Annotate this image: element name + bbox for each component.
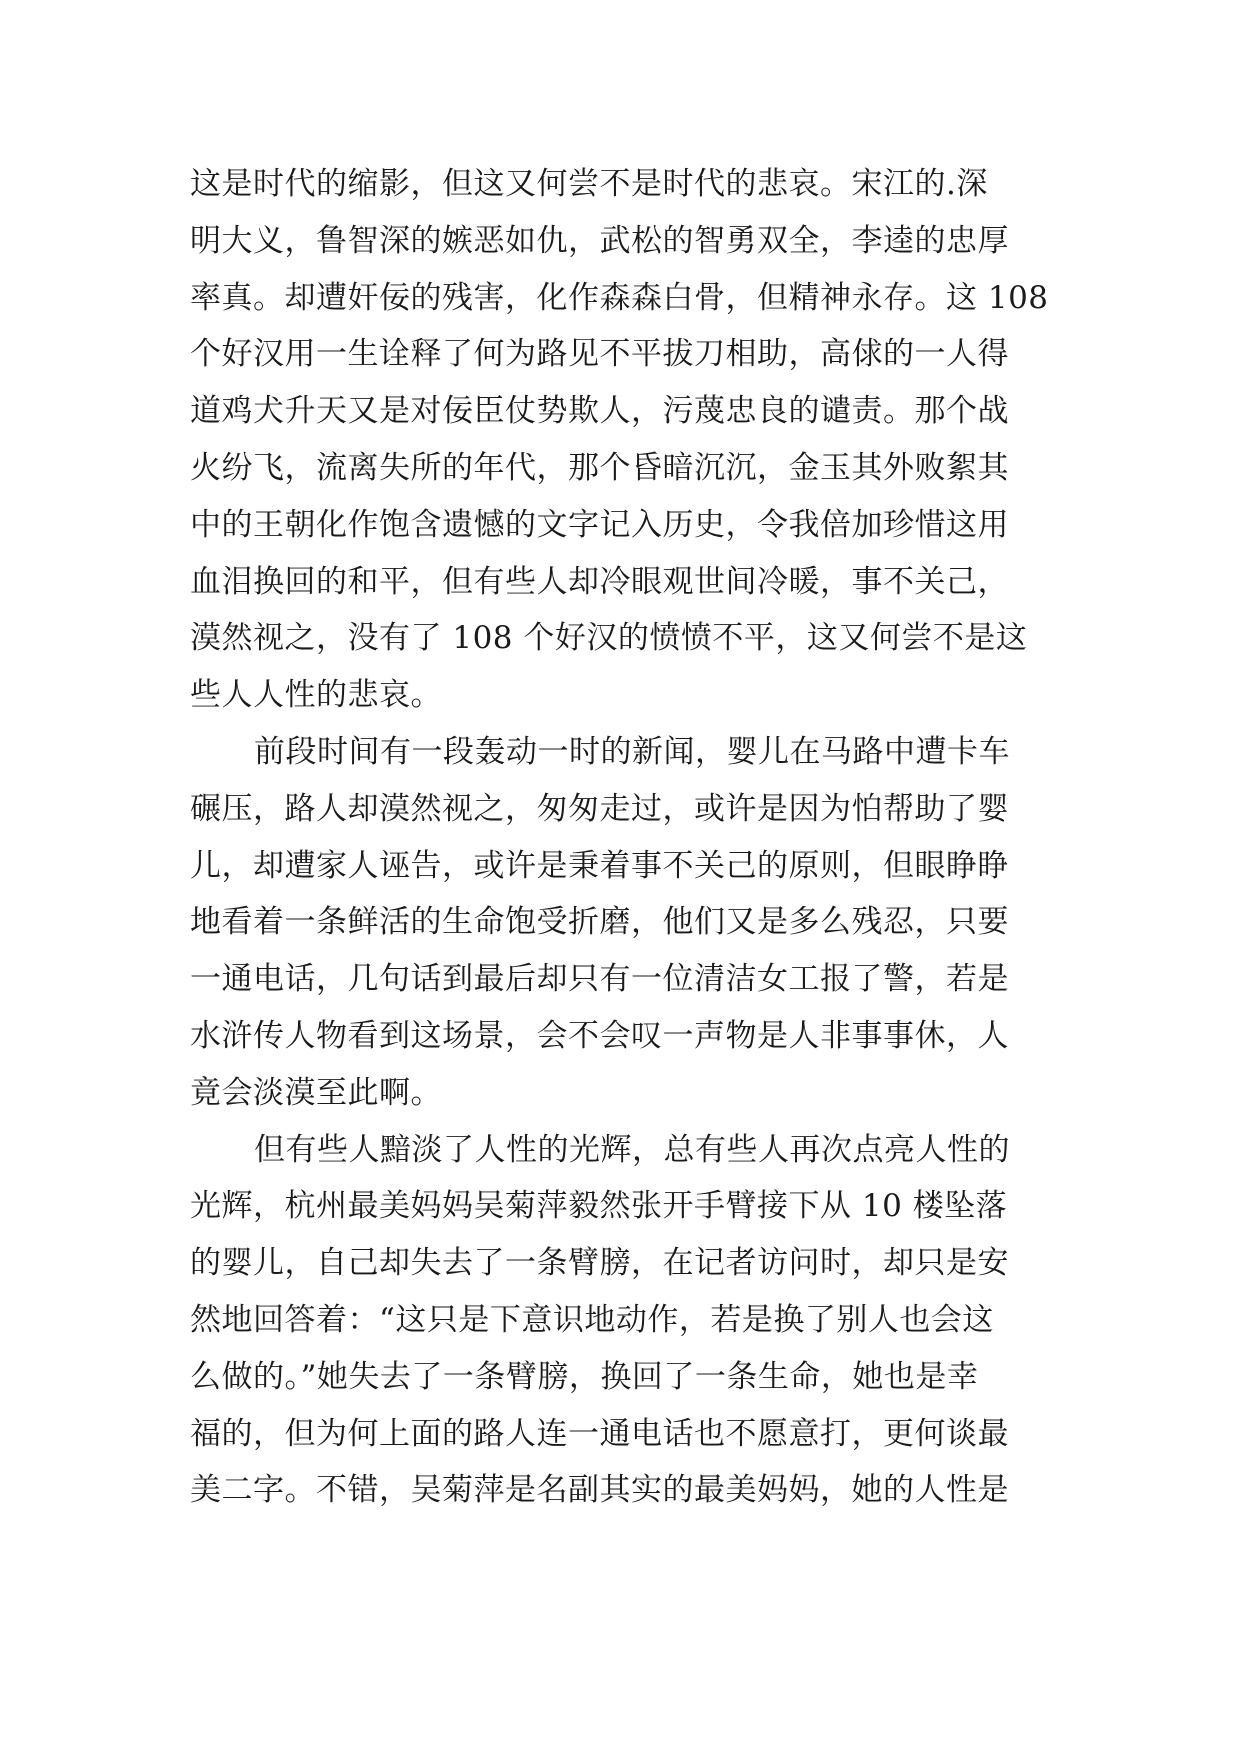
text-line: 光辉，杭州最美妈妈吴菊萍毅然张开手臂接下从 10 楼坠落: [190, 1188, 1008, 1225]
text-line: 么做的。”她失去了一条臂膀，换回了一条生命，她也是幸: [190, 1358, 979, 1395]
text-line: 火纷飞，流离失所的年代，那个昏暗沉沉，金玉其外败絮其: [190, 449, 1009, 486]
text-line: 碾压，路人却漠然视之，匆匆走过，或许是因为怕帮助了婴: [190, 790, 1009, 827]
text-line: 血泪换回的和平，但有些人却冷眼观世间冷暖，事不关己，: [190, 563, 1009, 600]
text-line: 的婴儿，自己却失去了一条臂膀，在记者访问时，却只是安: [190, 1245, 1009, 1282]
text-line: 儿，却遭家人诬告，或许是秉着事不关己的原则，但眼睁睁: [190, 847, 1009, 884]
text-line: 率真。却遭奸佞的残害，化作森森白骨，但精神永存。这 108: [190, 279, 1049, 316]
paragraph-3: [190, 1122, 1070, 1520]
text-line: 明大义，鲁智深的嫉恶如仇，武松的智勇双全，李逵的忠厚: [190, 222, 1009, 259]
text-line: 竟会淡漠至此啊。: [190, 1074, 442, 1111]
text-line: 前段时间有一段轰动一时的新闻，婴儿在马路中遭卡车: [254, 733, 1010, 770]
text-line: 中的王朝化作饱含遗憾的文字记入历史，令我倍加珍惜这用: [190, 506, 1009, 543]
text-line: 水浒传人物看到这场景，会不会叹一声物是人非事事休，人: [190, 1017, 1009, 1054]
text-line: 道鸡犬升天又是对佞臣仗势欺人，污蔑忠良的谴责。那个战: [190, 393, 1009, 430]
text-line: 美二字。不错，吴菊萍是名副其实的最美妈妈，她的人性是: [190, 1472, 1009, 1509]
text-line: 些人人性的悲哀。: [190, 677, 442, 714]
text-line: 但有些人黯淡了人性的光辉，总有些人再次点亮人性的: [254, 1131, 1010, 1168]
paragraph-2: [190, 724, 1070, 1122]
document-body: [190, 156, 1070, 1519]
text-line: 这是时代的缩影，但这又何尝不是时代的悲哀。宋江的.深: [190, 166, 988, 202]
text-line: 地看着一条鲜活的生命饱受折磨，他们又是多么残忍，只要: [190, 904, 1009, 941]
text-line: 漠然视之，没有了 108 个好汉的愤愤不平，这又何尝不是这: [190, 620, 1028, 657]
text-line: 福的，但为何上面的路人连一通电话也不愿意打，更何谈最: [190, 1415, 1009, 1452]
text-line: 然地回答着：“这只是下意识地动作，若是换了别人也会这: [190, 1301, 994, 1338]
paragraph-1: [190, 156, 1070, 724]
text-line: 个好汉用一生诠释了何为路见不平拔刀相助，高俅的一人得: [190, 336, 1009, 373]
text-line: 一通电话，几句话到最后却只有一位清洁女工报了警，若是: [190, 961, 1009, 998]
